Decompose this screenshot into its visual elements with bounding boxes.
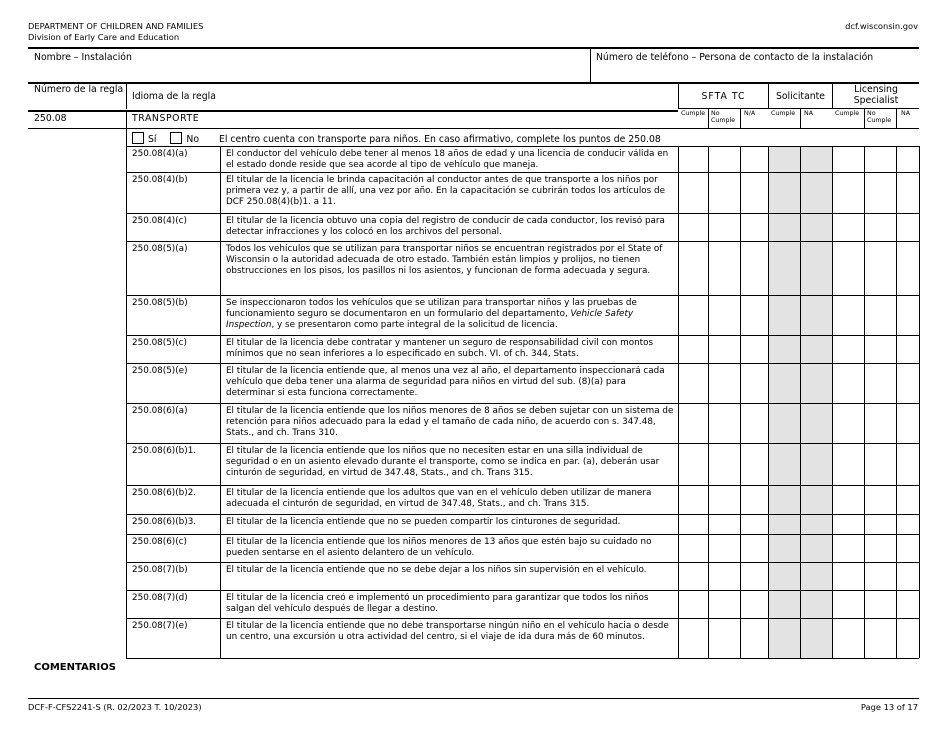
rule-text-main: El titular de la licencia entiende que no debe transportarse ningún niño en el vehículo hacia o desde un centro, una excursión u otra actividad del centro, si el viaje de ida dura más de 60 minutos. <box>226 621 669 642</box>
ls-na-cell[interactable] <box>897 619 919 658</box>
sfta-no-cumple-cell[interactable] <box>709 364 740 403</box>
rule-text-main: El titular de la licencia entiende que los niños menores de 8 años se deben sujetar con un sistema de retención para niños adecuado para la edad y el tamaño de cada niño, de acuerdo con s. 347.48, Stats., and ch. Trans 310. <box>226 406 674 438</box>
table-row <box>126 485 919 514</box>
table-row <box>126 618 919 658</box>
sfta-na-cell[interactable] <box>741 242 768 295</box>
applicant-cumple-header: Cumple <box>771 110 796 117</box>
ls-no-cumple-cell[interactable] <box>865 563 896 590</box>
facility-name-field[interactable] <box>34 64 584 80</box>
applicant-header: Solicitante <box>775 91 826 102</box>
sfta-no-cumple-cell[interactable] <box>709 147 740 172</box>
yes-checkbox[interactable] <box>132 132 144 144</box>
rule-text <box>226 565 674 576</box>
sfta-cumple-cell[interactable] <box>679 404 708 443</box>
phone-contact-field[interactable] <box>596 64 916 80</box>
rule-text-tail: , y se presentaron como parte integral de la solicitud de licencia. <box>271 319 558 330</box>
sfta-na-cell[interactable] <box>741 563 768 590</box>
ls-cumple-cell[interactable] <box>833 515 864 534</box>
ls-cumple-cell[interactable] <box>833 619 864 658</box>
sfta-no-cumple-cell[interactable] <box>709 619 740 658</box>
rule-text-main: El titular de la licencia obtuvo una copia del registro de conducir de cada conductor, los revisó para detectar infracciones y los colocó en los archivos del personal. <box>226 216 665 237</box>
ls-cumple-cell[interactable] <box>833 296 864 335</box>
table-row <box>126 172 919 213</box>
rule-text-main: El titular de la licencia creó e implementó un procedimiento para garantizar que todos los niños salgan del vehículo después de llegar a destino. <box>226 593 649 614</box>
yes-label: Sí <box>148 134 157 145</box>
rule-text-main: El titular de la licencia entiende que, al menos una vez al año, el departamento inspeccionará cada vehículo que deba tener una alarma de seguridad para niños en virtud del sub. (8)(a) para determinar si esta funciona correctamente. <box>226 366 665 398</box>
rule-language-header: Idioma de la regla <box>132 91 216 102</box>
rule-text <box>226 621 674 643</box>
sfta-na-header: N/A <box>744 110 756 117</box>
rule-text <box>226 537 674 559</box>
applicant-cumple-cell[interactable] <box>769 486 800 514</box>
rule-number: 250.08(6)(b)1. <box>132 446 197 456</box>
sfta-cumple-cell[interactable] <box>679 619 708 658</box>
ls-no-cumple-cell[interactable] <box>865 147 896 172</box>
rule-text <box>226 338 674 360</box>
rule-text-main: El titular de la licencia debe contratar y mantener un seguro de responsabilidad civil con montos mínimos que no sean inferiores a lo especificado en subch. VI. of ch. 344, Stats. <box>226 338 654 359</box>
rule-text-main: El titular de la licencia le brinda capacitación al conductor antes de que transporte a los niños por primera vez y, a partir de allí, una vez por año. En la capacitación se cubrirán todos los artículos de DCF 250.08(4)(b)1. a 11. <box>226 175 666 207</box>
rule-number: 250.08(6)(b)3. <box>132 517 197 527</box>
department-name: DEPARTMENT OF CHILDREN AND FAMILIES <box>28 21 204 31</box>
rule-text-main: El titular de la licencia entiende que los niños que no necesiten estar en una silla individual de seguridad o en un asiento elevado durante el transporte, como se indica en par. (a), deberán usar cinturón de seguridad, en virtud de 347.48, Stats., and ch. Trans 315. <box>226 446 660 478</box>
ls-na-cell[interactable] <box>897 214 919 241</box>
sfta-na-cell[interactable] <box>741 214 768 241</box>
applicant-cumple-cell[interactable] <box>769 563 800 590</box>
ls-no-cumple-cell[interactable] <box>865 173 896 213</box>
rule-text <box>226 216 674 238</box>
comments-field[interactable] <box>34 676 914 694</box>
applicant-cumple-cell[interactable] <box>769 619 800 658</box>
applicant-cumple-cell[interactable] <box>769 444 800 485</box>
applicant-na-cell[interactable] <box>801 214 832 241</box>
table-row <box>126 443 919 485</box>
sfta-cumple-cell[interactable] <box>679 296 708 335</box>
ls-na-cell[interactable] <box>897 563 919 590</box>
sfta-na-cell[interactable] <box>741 619 768 658</box>
applicant-cumple-cell[interactable] <box>769 336 800 363</box>
rule-number: 250.08(6)(c) <box>132 537 187 547</box>
ls-cumple-cell[interactable] <box>833 242 864 295</box>
ls-cumple-cell[interactable] <box>833 563 864 590</box>
sfta-cumple-cell[interactable] <box>679 535 708 562</box>
rule-text <box>226 446 674 478</box>
sfta-no-cumple-cell[interactable] <box>709 535 740 562</box>
rule-text <box>226 406 674 438</box>
ls-no-cumple-cell[interactable] <box>865 404 896 443</box>
sfta-no-cumple-cell[interactable] <box>709 336 740 363</box>
rule-text <box>226 298 674 330</box>
sfta-na-cell[interactable] <box>741 173 768 213</box>
rule-text <box>226 149 674 171</box>
ls-cumple-header: Cumple <box>835 110 860 117</box>
rule-text-main: El titular de la licencia entiende que los adultos que van en el vehículo deben utilizar de manera adecuada el cinturón de seguridad, en virtud de 347.48, Stats., and ch. Trans 315. <box>226 488 652 509</box>
applicant-cumple-cell[interactable] <box>769 591 800 618</box>
applicant-cumple-cell[interactable] <box>769 242 800 295</box>
phone-contact-label: Número de teléfono – Persona de contacto de la instalación <box>596 52 874 63</box>
applicant-na-cell[interactable] <box>801 563 832 590</box>
table-row <box>126 213 919 241</box>
ls-cumple-cell[interactable] <box>833 364 864 403</box>
ls-no-cumple-cell[interactable] <box>865 486 896 514</box>
sfta-na-cell[interactable] <box>741 515 768 534</box>
ls-na-cell[interactable] <box>897 515 919 534</box>
rule-number: 250.08(5)(c) <box>132 338 187 348</box>
ls-cumple-cell[interactable] <box>833 486 864 514</box>
ls-cumple-cell[interactable] <box>833 535 864 562</box>
sfta-no-cumple-cell[interactable] <box>709 296 740 335</box>
rule-number: 250.08(4)(c) <box>132 216 187 226</box>
sfta-cumple-cell[interactable] <box>679 147 708 172</box>
applicant-cumple-cell[interactable] <box>769 535 800 562</box>
sfta-na-cell[interactable] <box>741 444 768 485</box>
applicant-na-cell[interactable] <box>801 336 832 363</box>
applicant-na-cell[interactable] <box>801 486 832 514</box>
ls-cumple-cell[interactable] <box>833 336 864 363</box>
sfta-na-cell[interactable] <box>741 296 768 335</box>
rule-text-main: Todos los vehículos que se utilizan para transportar niños se encuentran registrados por el State of Wisconsin o la autoridad adecuada de otro estado. También están limpios y prolijos, no tienen obstrucciones en los pisos, los pasillos ni los asientos, y funcionan de forma adecuada y segura. <box>226 244 663 276</box>
rule-number: 250.08(6)(a) <box>132 406 188 416</box>
ls-na-cell[interactable] <box>897 404 919 443</box>
applicant-na-cell[interactable] <box>801 515 832 534</box>
sfta-cumple-cell[interactable] <box>679 173 708 213</box>
facility-name-label: Nombre – Instalación <box>34 52 132 63</box>
ls-na-cell[interactable] <box>897 486 919 514</box>
sfta-no-cumple-cell[interactable] <box>709 173 740 213</box>
ls-cumple-cell[interactable] <box>833 404 864 443</box>
rule-number: 250.08(4)(a) <box>132 149 188 159</box>
form-id: DCF-F-CFS2241-S (R. 02/2023 T. 10/2023) <box>28 702 202 712</box>
sfta-cumple-cell[interactable] <box>679 336 708 363</box>
applicant-na-cell[interactable] <box>801 296 832 335</box>
applicant-na-header: NA <box>804 110 814 117</box>
applicant-na-cell[interactable] <box>801 444 832 485</box>
no-label: No <box>186 134 200 145</box>
ls-na-cell[interactable] <box>897 364 919 403</box>
applicant-cumple-cell[interactable] <box>769 404 800 443</box>
rule-number: 250.08(4)(b) <box>132 175 188 185</box>
licensing-specialist-header: Licensing Specialist <box>853 84 899 106</box>
sfta-cumple-cell[interactable] <box>679 444 708 485</box>
page-number: Page 13 of 17 <box>860 702 918 712</box>
no-checkbox[interactable] <box>170 132 182 144</box>
sfta-cumple-cell[interactable] <box>679 242 708 295</box>
form-name-italic: Vehicle Safety Inspection <box>226 308 634 330</box>
table-row <box>126 590 919 618</box>
ls-na-cell[interactable] <box>897 336 919 363</box>
rule-number: 250.08(6)(b)2. <box>132 488 197 498</box>
ls-na-cell[interactable] <box>897 591 919 618</box>
table-row <box>126 363 919 403</box>
ls-na-cell[interactable] <box>897 535 919 562</box>
rule-text-main: El conductor del vehículo debe tener al menos 18 años de edad y una licencia de conducir válida en el estado donde reside que sea acorde al tipo de vehículo que maneja. <box>226 149 669 170</box>
applicant-na-cell[interactable] <box>801 404 832 443</box>
rule-text <box>226 244 674 276</box>
question-text: El centro cuenta con transporte para niños. En caso afirmativo, complete los puntos de 250.08 <box>219 134 661 145</box>
sfta-tc-header: SFTA TC <box>701 91 746 102</box>
sfta-na-cell[interactable] <box>741 336 768 363</box>
ls-na-cell[interactable] <box>897 444 919 485</box>
applicant-cumple-cell[interactable] <box>769 364 800 403</box>
ls-na-cell[interactable] <box>897 173 919 213</box>
ls-cumple-cell[interactable] <box>833 173 864 213</box>
table-row <box>126 534 919 562</box>
table-row <box>126 335 919 363</box>
rule-text-main: El titular de la licencia entiende que los niños menores de 13 años que estén bajo su cuidado no pueden sentarse en el asiento delantero de un vehículo. <box>226 537 652 558</box>
rule-text-main: El titular de la licencia entiende que no se pueden compartir los cinturones de seguridad. <box>226 517 621 527</box>
sfta-no-cumple-cell[interactable] <box>709 486 740 514</box>
sfta-cumple-cell[interactable] <box>679 563 708 590</box>
section-title: TRANSPORTE <box>132 113 200 124</box>
ls-na-cell[interactable] <box>897 147 919 172</box>
ls-no-cumple-cell[interactable] <box>865 444 896 485</box>
ls-no-cumple-cell[interactable] <box>865 296 896 335</box>
ls-no-cumple-header: No Cumple <box>867 110 892 124</box>
sfta-no-cumple-cell[interactable] <box>709 214 740 241</box>
table-row <box>126 146 919 172</box>
table-row <box>126 562 919 590</box>
rule-number: 250.08(5)(b) <box>132 298 188 308</box>
rule-text <box>226 488 674 510</box>
sfta-cumple-header: Cumple <box>681 110 706 117</box>
applicant-na-cell[interactable] <box>801 364 832 403</box>
applicant-cumple-cell[interactable] <box>769 515 800 534</box>
division-name: Division of Early Care and Education <box>28 32 180 42</box>
sfta-na-cell[interactable] <box>741 147 768 172</box>
rule-text-main: El titular de la licencia entiende que no se debe dejar a los niños sin supervisión en el vehículo. <box>226 565 647 575</box>
sfta-no-cumple-cell[interactable] <box>709 563 740 590</box>
applicant-cumple-cell[interactable] <box>769 214 800 241</box>
sfta-na-cell[interactable] <box>741 364 768 403</box>
ls-no-cumple-cell[interactable] <box>865 364 896 403</box>
sfta-no-cumple-cell[interactable] <box>709 515 740 534</box>
rule-text-main: Se inspeccionaron todos los vehículos que se utilizan para transportar niños y las pruebas de funcionamiento seguro se documentaron en un formulario del departamento, <box>226 298 637 319</box>
rule-number: 250.08(7)(e) <box>132 621 188 631</box>
ls-no-cumple-cell[interactable] <box>865 619 896 658</box>
applicant-na-cell[interactable] <box>801 147 832 172</box>
table-row <box>126 241 919 295</box>
ls-cumple-cell[interactable] <box>833 214 864 241</box>
sfta-no-cumple-cell[interactable] <box>709 444 740 485</box>
ls-cumple-cell[interactable] <box>833 147 864 172</box>
table-row <box>126 514 919 534</box>
ls-no-cumple-cell[interactable] <box>865 515 896 534</box>
rule-text <box>226 517 674 528</box>
sfta-na-cell[interactable] <box>741 591 768 618</box>
sfta-cumple-cell[interactable] <box>679 364 708 403</box>
sfta-no-cumple-header: No Cumple <box>711 110 736 124</box>
applicant-cumple-cell[interactable] <box>769 147 800 172</box>
rule-number: 250.08(7)(d) <box>132 593 188 603</box>
rule-number: 250.08(7)(b) <box>132 565 188 575</box>
ls-no-cumple-cell[interactable] <box>865 242 896 295</box>
sfta-no-cumple-cell[interactable] <box>709 591 740 618</box>
rule-text <box>226 593 674 615</box>
sfta-cumple-cell[interactable] <box>679 515 708 534</box>
rule-number-header: Número de la regla <box>34 84 124 95</box>
sfta-na-cell[interactable] <box>741 404 768 443</box>
ls-no-cumple-cell[interactable] <box>865 214 896 241</box>
sfta-cumple-cell[interactable] <box>679 591 708 618</box>
transport-question <box>132 132 661 145</box>
rule-text <box>226 175 674 207</box>
table-row <box>126 295 919 335</box>
applicant-cumple-cell[interactable] <box>769 296 800 335</box>
applicant-na-cell[interactable] <box>801 619 832 658</box>
section-number: 250.08 <box>34 113 67 124</box>
comments-label: COMENTARIOS <box>34 662 116 673</box>
sfta-no-cumple-cell[interactable] <box>709 404 740 443</box>
sfta-cumple-cell[interactable] <box>679 214 708 241</box>
ls-no-cumple-cell[interactable] <box>865 336 896 363</box>
applicant-na-cell[interactable] <box>801 591 832 618</box>
rule-number: 250.08(5)(e) <box>132 366 188 376</box>
ls-na-cell[interactable] <box>897 296 919 335</box>
rule-number: 250.08(5)(a) <box>132 244 188 254</box>
applicant-na-cell[interactable] <box>801 242 832 295</box>
sfta-na-cell[interactable] <box>741 535 768 562</box>
sfta-no-cumple-cell[interactable] <box>709 242 740 295</box>
rule-text <box>226 366 674 398</box>
table-row <box>126 403 919 443</box>
ls-cumple-cell[interactable] <box>833 444 864 485</box>
website-link[interactable]: dcf.wisconsin.gov <box>845 21 918 31</box>
applicant-na-cell[interactable] <box>801 173 832 213</box>
ls-na-header: NA <box>901 110 911 117</box>
ls-no-cumple-cell[interactable] <box>865 591 896 618</box>
ls-na-cell[interactable] <box>897 242 919 295</box>
sfta-cumple-cell[interactable] <box>679 486 708 514</box>
applicant-cumple-cell[interactable] <box>769 173 800 213</box>
ls-no-cumple-cell[interactable] <box>865 535 896 562</box>
ls-cumple-cell[interactable] <box>833 591 864 618</box>
sfta-na-cell[interactable] <box>741 486 768 514</box>
applicant-na-cell[interactable] <box>801 535 832 562</box>
